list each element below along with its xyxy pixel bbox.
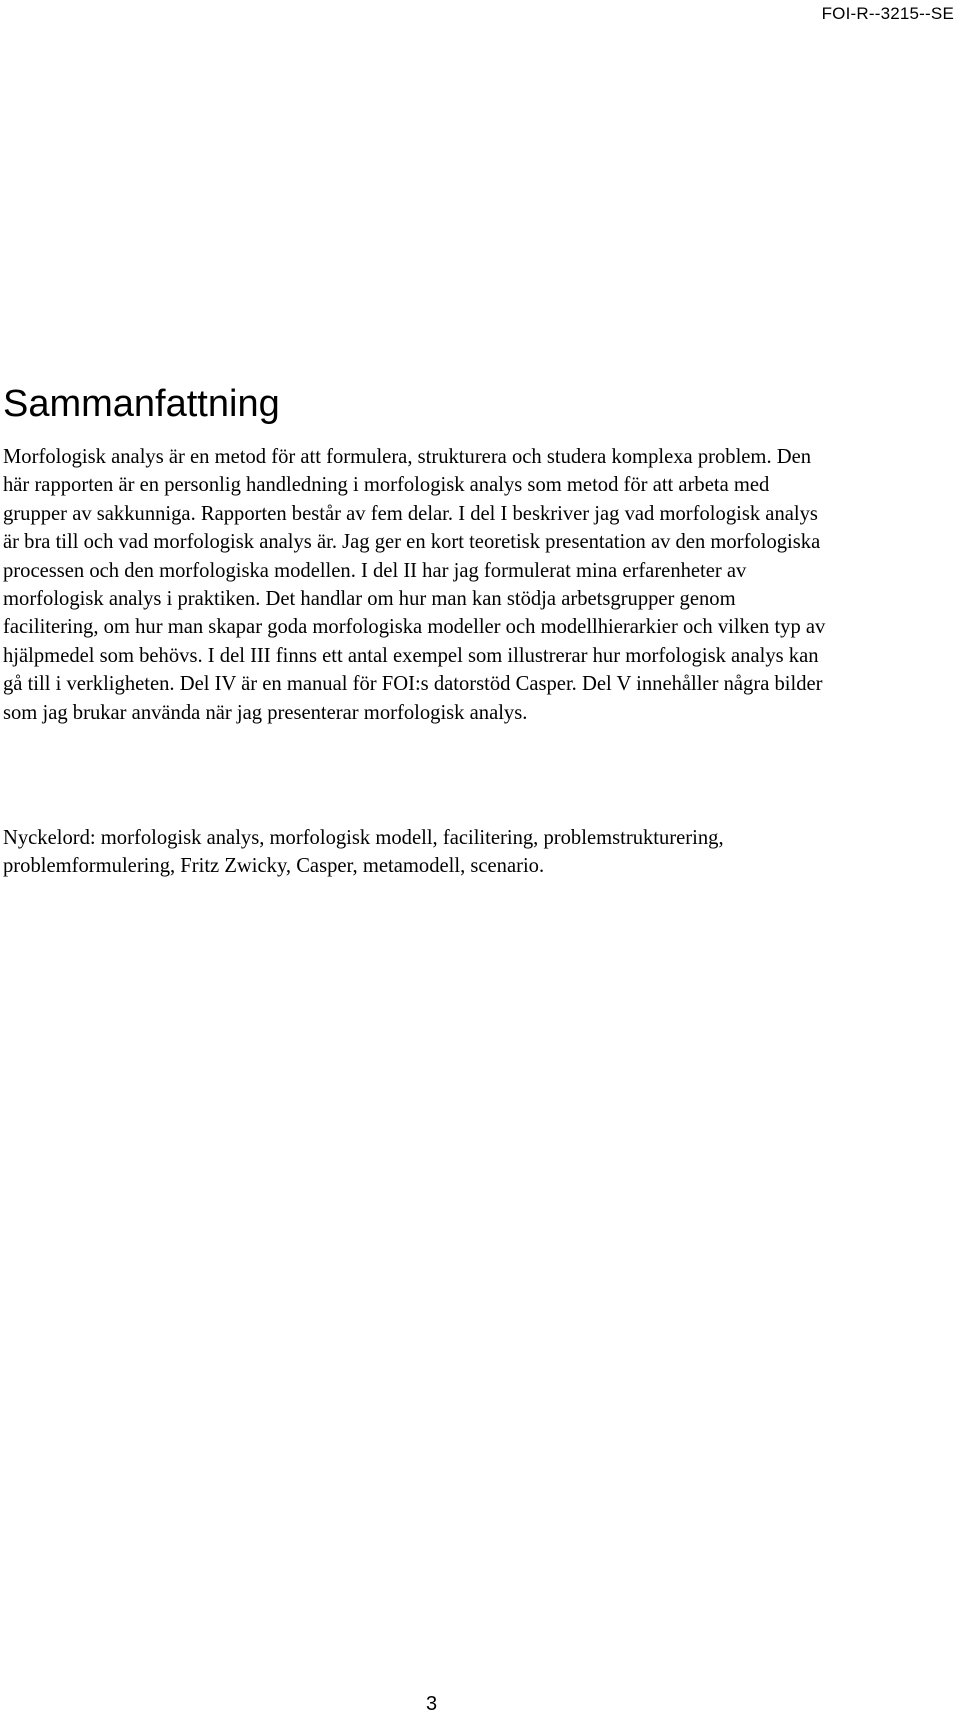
keywords-paragraph: Nyckelord: morfologisk analys, morfologisk modell, facilitering, problemstrukturering, problemformulering, Fritz Zwicky, Casper, metamodell, scenario. xyxy=(3,827,724,878)
report-number: FOI-R--3215--SE xyxy=(821,4,954,23)
page-title: Sammanfattning xyxy=(3,383,280,425)
page-number: 3 xyxy=(426,1693,438,1715)
summary-paragraph: Morfologisk analys är en metod för att formulera, strukturera och studera komplexa problem. Den här rapporten är en personlig handledning i morfologisk analys som metod för att arbeta med grupper av sakkunniga. Rapporten består av fem delar. I del I beskriver jag vad morfologisk analys är bra till och vad morfologisk analys är. Jag ger en kort teoretisk presentation av den morfologiska processen och den morfologiska modellen. I del II har jag formulerat mina erfarenheter av morfologisk analys i praktiken. Det handlar om hur man kan stödja arbetsgrupper genom facilitering, om hur man skapar goda morfologiska modeller och modellhierarkier och vilken typ av hjälpmedel som behövs. I del III finns ett antal exempel som illustrerar hur morfologisk analys kan gå till i verkligheten. Del IV är en manual för FOI:s datorstöd Casper. Del V innehåller några bilder som jag brukar använda när jag presenterar morfologisk analys. xyxy=(3,446,826,724)
